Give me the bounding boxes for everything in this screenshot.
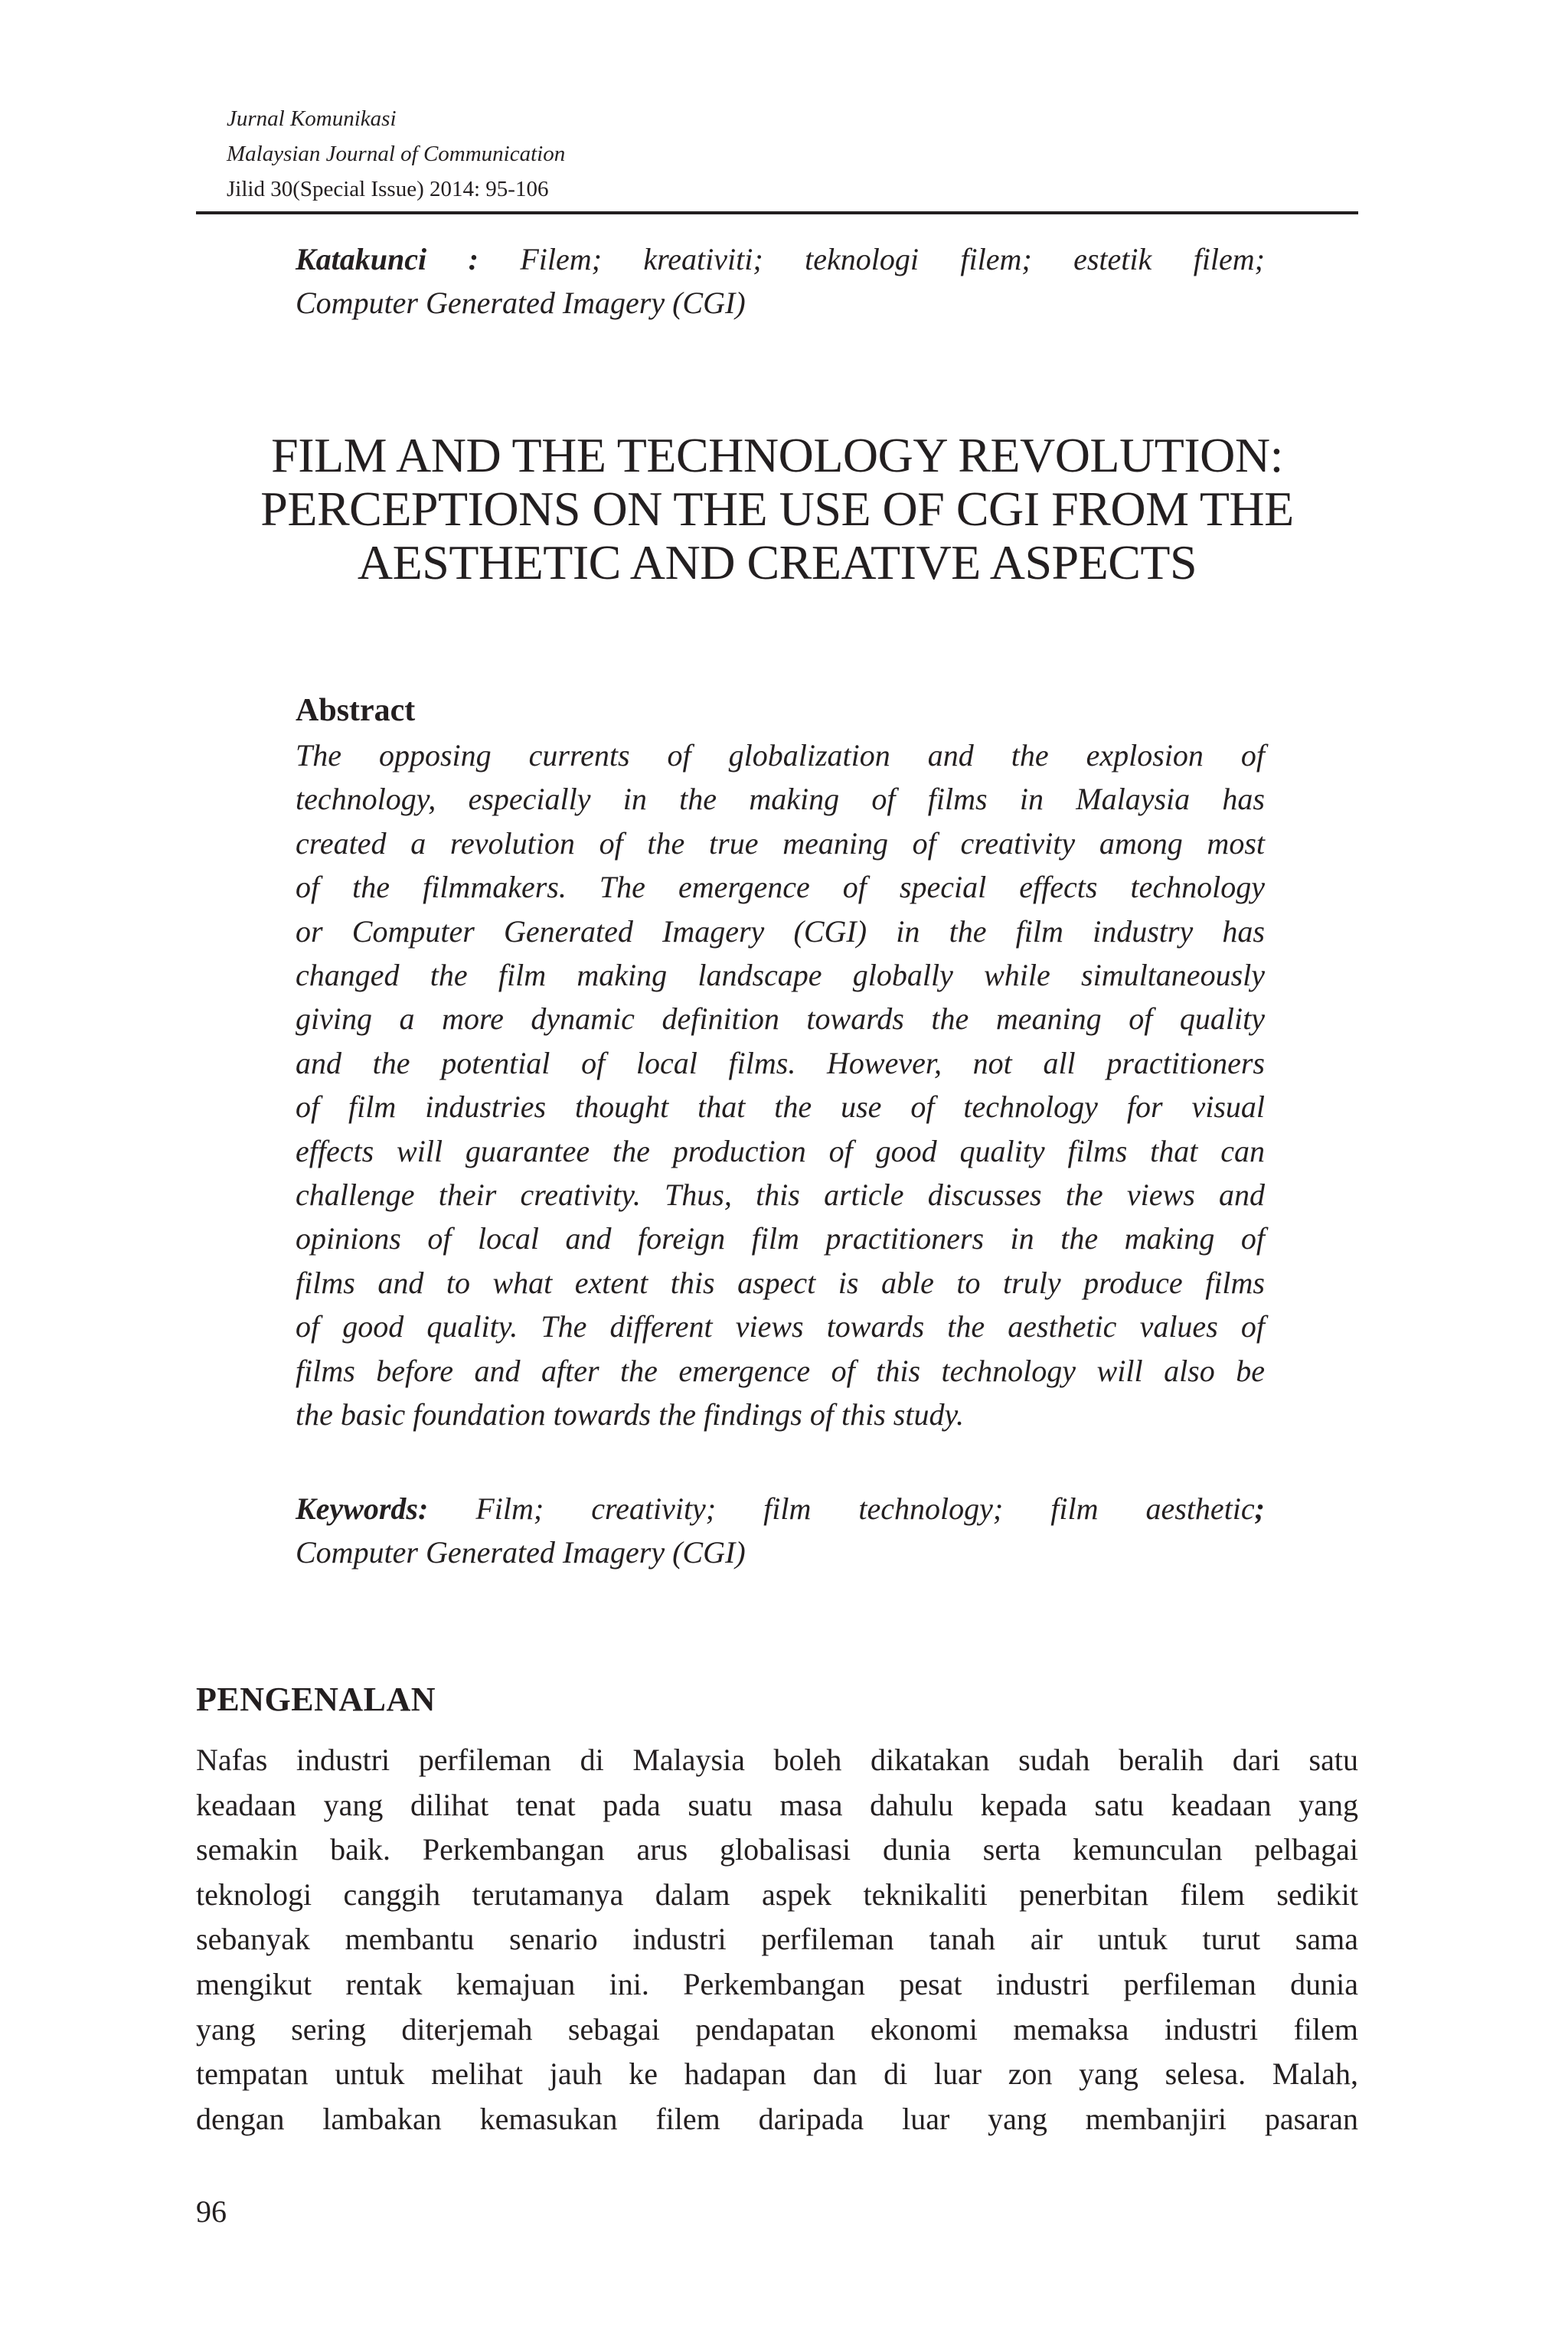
title-line: FILM AND THE TECHNOLOGY REVOLUTION: [271, 428, 1283, 482]
keywords-semicolon: ; [1254, 1491, 1265, 1526]
abstract-line: of film industries thought that the use of technology for visual [296, 1089, 1265, 1125]
journal-title-english: Malaysian Journal of Communication [227, 142, 566, 166]
abstract-line: effects will guarantee the production of good quality films that can [296, 1133, 1265, 1168]
title-line: PERCEPTIONS ON THE USE OF CGI FROM THE [260, 482, 1294, 536]
running-header [227, 101, 1354, 207]
header-divider [196, 211, 1358, 214]
body-line: semakin baik. Perkembangan arus globalisasi dunia serta kemunculan pelbagai [196, 1832, 1358, 1867]
abstract-line: of the filmmakers. The emergence of special effects technology [296, 870, 1265, 905]
abstract-line: created a revolution of the true meaning of creativity among most [296, 825, 1265, 861]
abstract-line: and the potential of local films. However, not all practitioners [296, 1045, 1265, 1080]
article-title [196, 429, 1358, 590]
body-line: tempatan untuk melihat jauh ke hadapan dan di luar zon yang selesa. Malah, [196, 2056, 1358, 2092]
keywords-label: Keywords: [296, 1491, 429, 1526]
keywords-line: Computer Generated Imagery (CGI) [296, 1535, 746, 1570]
keywords-text: Film; creativity; film technology; film aesthetic [475, 1491, 1255, 1526]
abstract-line: the basic foundation towards the findings of this study. [296, 1397, 964, 1432]
body-line: keadaan yang dilihat tenat pada suatu masa dahulu kepada satu keadaan yang [196, 1787, 1358, 1822]
abstract-line: films before and after the emergence of this technology will also be [296, 1353, 1265, 1388]
section-body [196, 1738, 1358, 2141]
abstract-line: opinions of local and foreign film practitioners in the making of [296, 1221, 1265, 1256]
body-line: teknologi canggih terutamanya dalam aspek teknikaliti penerbitan filem sedikit [196, 1877, 1358, 1912]
katakunci-text: Filem; kreativiti; teknologi filem; estetik filem; [520, 242, 1266, 276]
abstract-heading: Abstract [296, 693, 416, 728]
abstract-line: challenge their creativity. Thus, this article discusses the views and [296, 1178, 1265, 1213]
body-line: dengan lambakan kemasukan filem daripada luar yang membanjiri pasaran [196, 2101, 1358, 2136]
journal-volume: Jilid 30(Special Issue) 2014: 95-106 [227, 177, 549, 201]
page-number: 96 [196, 2194, 227, 2229]
katakunci-line: Computer Generated Imagery (CGI) [296, 286, 746, 320]
abstract-line: giving a more dynamic definition towards the meaning of quality [296, 1001, 1265, 1037]
keywords-line [296, 1487, 1265, 1530]
keywords-block [296, 1487, 1265, 1574]
abstract-line: films and to what extent this aspect is able to truly produce films [296, 1265, 1265, 1300]
section-heading: PENGENALAN [196, 1681, 436, 1718]
body-line: mengikut rentak kemajuan ini. Perkembangan pesat industri perfileman dunia [196, 1966, 1358, 2001]
katakunci-line [296, 237, 1265, 281]
abstract-line: or Computer Generated Imagery (CGI) in the film industry has [296, 913, 1265, 949]
abstract-line: of good quality. The different views towards the aesthetic values of [296, 1309, 1265, 1344]
abstract-line: The opposing currents of globalization and the explosion of [296, 738, 1265, 773]
abstract-body [296, 733, 1265, 1437]
body-line: sebanyak membantu senario industri perfileman tanah air untuk turut sama [196, 1922, 1358, 1957]
body-line: yang sering diterjemah sebagai pendapatan ekonomi memaksa industri filem [196, 2011, 1358, 2047]
abstract-line: technology, especially in the making of films in Malaysia has [296, 782, 1265, 817]
journal-title-malay: Jurnal Komunikasi [227, 106, 397, 131]
title-line: AESTHETIC AND CREATIVE ASPECTS [357, 535, 1197, 590]
katakunci-block [296, 237, 1265, 325]
katakunci-label: Katakunci : [296, 242, 479, 276]
abstract-line: changed the film making landscape globally while simultaneously [296, 958, 1265, 993]
body-line: Nafas industri perfileman di Malaysia boleh dikatakan sudah beralih dari satu [196, 1743, 1358, 1777]
